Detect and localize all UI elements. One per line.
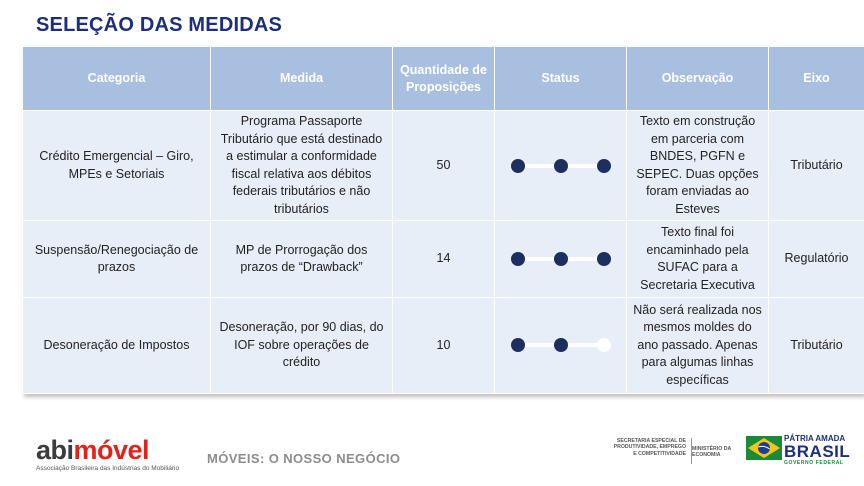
cell-categoria: Desoneração de Impostos [23, 297, 211, 393]
logo-part-abi: abi [36, 435, 74, 465]
brazil-flag-icon [746, 436, 782, 460]
cell-status [495, 297, 627, 393]
status-dot-2 [554, 159, 568, 173]
cell-observacao: Não será realizada nos mesmos moldes do ano passado. Apenas para algumas linhas específicas [627, 297, 769, 393]
logo-part-movel: móvel [73, 435, 150, 465]
table-header-row [23, 47, 864, 111]
gov-secretaria-text [612, 438, 686, 457]
abimovel-subtitle: Associação Brasileira das Indústrias do Mobiliário [36, 465, 180, 472]
cell-eixo: Tributário [769, 111, 864, 221]
cell-quantidade: 14 [393, 221, 495, 297]
cell-observacao: Texto em construção em parceria com BNDES, PGFN e SEPEC. Duas opções foram enviadas ao Esteves [627, 111, 769, 221]
brasil-line2: BRASIL [784, 442, 851, 461]
cell-status [495, 221, 627, 297]
status-progress [511, 159, 611, 173]
status-dot-2 [554, 252, 568, 266]
cell-categoria: Suspensão/Renegociação de prazos [23, 221, 211, 297]
cell-observacao: Texto final foi encaminhado pela SUFAC para a Secretaria Executiva [627, 221, 769, 297]
header-quantidade: Quantidade de Proposições [393, 47, 495, 111]
table-row [23, 221, 864, 297]
page-title: SELEÇÃO DAS MEDIDAS [36, 14, 283, 36]
cell-eixo: Regulatório [769, 221, 864, 297]
cell-status [495, 111, 627, 221]
cell-medida: Desoneração, por 90 dias, do IOF sobre operações de crédito [211, 297, 393, 393]
gov-ministerio-text: MINISTÉRIO DA ECONOMIA [692, 446, 732, 459]
table-row [23, 111, 864, 221]
status-progress [511, 338, 611, 352]
status-dot-3 [597, 252, 611, 266]
brasil-line1: PÁTRIA AMADA [784, 434, 846, 443]
header-eixo: Eixo [769, 47, 864, 111]
status-dot-1 [511, 252, 525, 266]
abimovel-wordmark [36, 436, 179, 464]
cell-quantidade: 10 [393, 297, 495, 393]
gov-secretaria-label: SECRETARIA ESPECIAL DE PRODUTIVIDADE, EMPREGO E COMPETITIVIDADE [613, 438, 686, 457]
cell-quantidade: 50 [393, 111, 495, 221]
status-dot-1 [511, 338, 525, 352]
status-dot-2 [554, 338, 568, 352]
cell-categoria: Crédito Emergencial – Giro, MPEs e Setoriais [23, 111, 211, 221]
brasil-line3: GOVERNO FEDERAL [784, 460, 844, 466]
status-progress [511, 252, 611, 266]
header-categoria: Categoria [23, 47, 211, 111]
cell-medida: Programa Passaporte Tributário que está destinado a estimular a conformidade fiscal relativa aos débitos federais tributários e não tributários [211, 111, 393, 221]
status-dot-3 [597, 159, 611, 173]
abimovel-logo [36, 436, 179, 472]
status-dot-1 [511, 159, 525, 173]
table-row [23, 297, 864, 393]
cell-eixo: Tributário [769, 297, 864, 393]
status-dot-3 [597, 338, 611, 352]
cell-medida: MP de Prorrogação dos prazos de “Drawback” [211, 221, 393, 297]
footer-slogan: MÓVEIS: O NOSSO NEGÓCIO [207, 451, 401, 466]
measures-table-container [22, 46, 864, 394]
header-observacao: Observação [627, 47, 769, 111]
patria-amada-brasil-logo [784, 434, 850, 466]
measures-table [22, 46, 864, 394]
header-medida: Medida [211, 47, 393, 111]
header-status: Status [495, 47, 627, 111]
